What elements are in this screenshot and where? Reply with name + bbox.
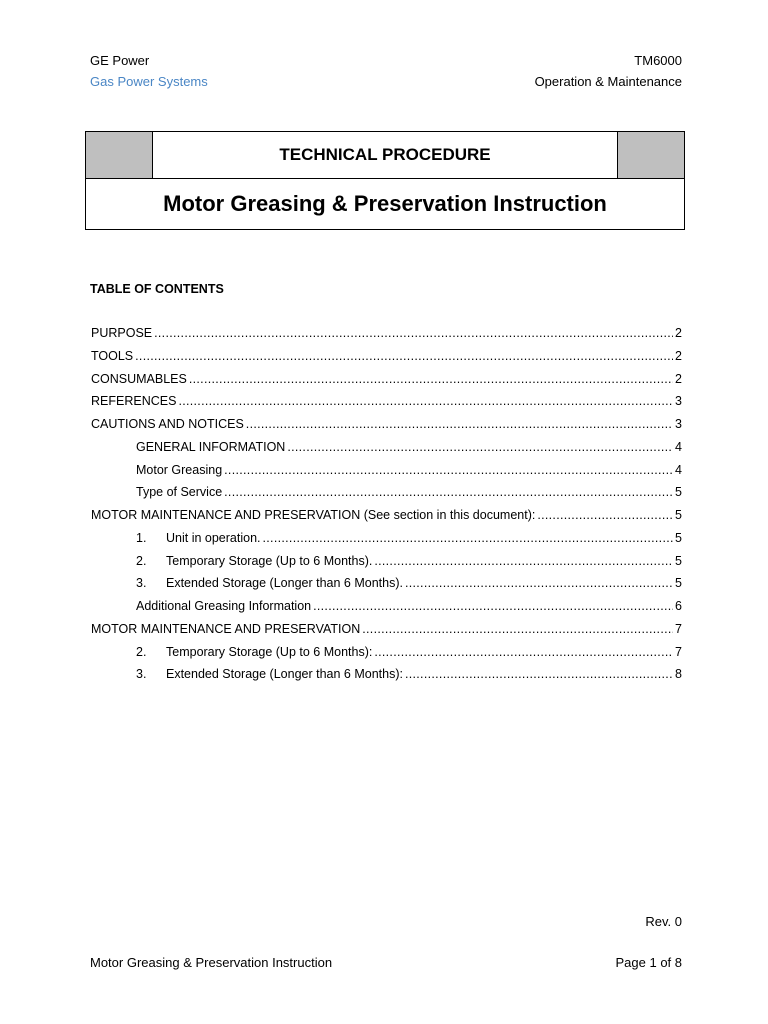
toc-entry-label: Temporary Storage (Up to 6 Months):	[166, 644, 373, 659]
toc-entry[interactable]	[91, 504, 682, 527]
toc-dot-leader	[154, 322, 673, 345]
toc-entry[interactable]	[91, 550, 682, 573]
toc-entry-label: Extended Storage (Longer than 6 Months).	[166, 576, 403, 591]
toc-entry-page: 4	[675, 439, 682, 454]
footer-document-title: Motor Greasing & Preservation Instruction	[90, 955, 333, 970]
toc-entry-page: 5	[675, 576, 682, 591]
procedure-label: TECHNICAL PROCEDURE	[279, 145, 491, 164]
title-box-grey-cell-right	[617, 132, 684, 178]
toc-entry-label: Motor Greasing	[136, 462, 223, 477]
toc-dot-leader	[374, 641, 673, 664]
toc-entry[interactable]	[91, 459, 682, 482]
toc-entry-label: MOTOR MAINTENANCE AND PRESERVATION (See section in this document):	[91, 508, 536, 522]
toc-entry[interactable]	[91, 368, 682, 391]
document-category: Operation & Maintenance	[534, 74, 682, 89]
company-name: GE Power	[90, 53, 150, 68]
toc-entry[interactable]	[91, 436, 682, 459]
toc-entry-label: Additional Greasing Information	[136, 599, 312, 613]
toc-entry[interactable]	[91, 663, 682, 686]
toc-dot-leader	[537, 504, 673, 527]
toc-entry[interactable]	[91, 413, 682, 436]
toc-entry-page: 5	[675, 508, 682, 522]
toc-dot-leader	[374, 550, 673, 573]
toc-dot-leader	[263, 527, 674, 550]
toc-dot-leader	[405, 572, 673, 595]
title-box-top-row	[86, 132, 684, 179]
toc-entry[interactable]	[91, 345, 682, 368]
document-title: Motor Greasing & Preservation Instruction	[163, 191, 607, 216]
toc-dot-leader	[362, 618, 673, 641]
page-indicator: Page 1 of 8	[615, 955, 682, 970]
toc-entry-number: 3.	[136, 667, 147, 682]
toc-entry-page: 6	[675, 599, 682, 613]
toc-entry-label: GENERAL INFORMATION	[136, 439, 286, 454]
toc-entry[interactable]	[91, 481, 682, 504]
toc-entry-page: 5	[675, 530, 682, 545]
header-right	[535, 50, 682, 92]
division-name: Gas Power Systems	[90, 74, 208, 89]
toc-dot-leader	[135, 345, 673, 368]
toc-dot-leader	[224, 481, 673, 504]
toc-dot-leader	[287, 436, 673, 459]
toc-entry-page: 5	[675, 485, 682, 500]
toc-entry-label: Extended Storage (Longer than 6 Months):	[166, 667, 403, 682]
toc-dot-leader	[246, 413, 673, 436]
toc-entry-number: 3.	[136, 576, 147, 591]
toc-entry-label: Temporary Storage (Up to 6 Months).	[166, 553, 373, 568]
toc-entry-page: 2	[675, 371, 682, 386]
toc-dot-leader	[178, 390, 673, 413]
header-left	[90, 50, 208, 92]
toc-entry[interactable]	[91, 618, 682, 641]
toc-entry-page: 5	[675, 553, 682, 568]
toc-entry[interactable]	[91, 595, 682, 618]
toc-dot-leader	[405, 663, 673, 686]
toc-entry-label: CAUTIONS AND NOTICES	[91, 417, 244, 431]
toc-entry-page: 8	[675, 667, 682, 682]
title-box	[85, 131, 685, 230]
toc-dot-leader	[224, 459, 673, 482]
toc-entry-label: TOOLS	[91, 348, 134, 363]
toc-entry-page: 3	[675, 417, 682, 431]
toc-entry-label: Unit in operation.	[166, 530, 261, 545]
toc-entry-page: 3	[675, 394, 682, 409]
toc-entry-label: CONSUMABLES	[91, 371, 187, 386]
toc-entry[interactable]	[91, 322, 682, 345]
toc-entry-label: PURPOSE	[91, 326, 153, 340]
toc-entry-label: REFERENCES	[91, 394, 177, 409]
toc-entry[interactable]	[91, 572, 682, 595]
toc-entry-number: 2.	[136, 553, 147, 568]
toc-entry[interactable]	[91, 641, 682, 664]
table-of-contents	[91, 322, 682, 686]
toc-entry-page: 7	[675, 644, 682, 659]
toc-heading: TABLE OF CONTENTS	[90, 282, 224, 296]
toc-entry[interactable]	[91, 390, 682, 413]
document-code: TM6000	[634, 53, 682, 68]
toc-entry-number: 1.	[136, 530, 147, 545]
revision-label: Rev. 0	[645, 914, 682, 929]
toc-entry-label: Type of Service	[136, 485, 223, 500]
toc-entry-page: 2	[675, 348, 682, 363]
toc-entry-page: 7	[675, 621, 682, 636]
title-box-grey-cell-left	[86, 132, 153, 178]
toc-entry-number: 2.	[136, 644, 147, 659]
toc-entry-page: 2	[675, 326, 682, 340]
toc-entry-page: 4	[675, 462, 682, 477]
toc-dot-leader	[313, 595, 673, 618]
toc-entry-label: MOTOR MAINTENANCE AND PRESERVATION	[91, 621, 361, 636]
toc-entry[interactable]	[91, 527, 682, 550]
toc-dot-leader	[189, 368, 673, 391]
